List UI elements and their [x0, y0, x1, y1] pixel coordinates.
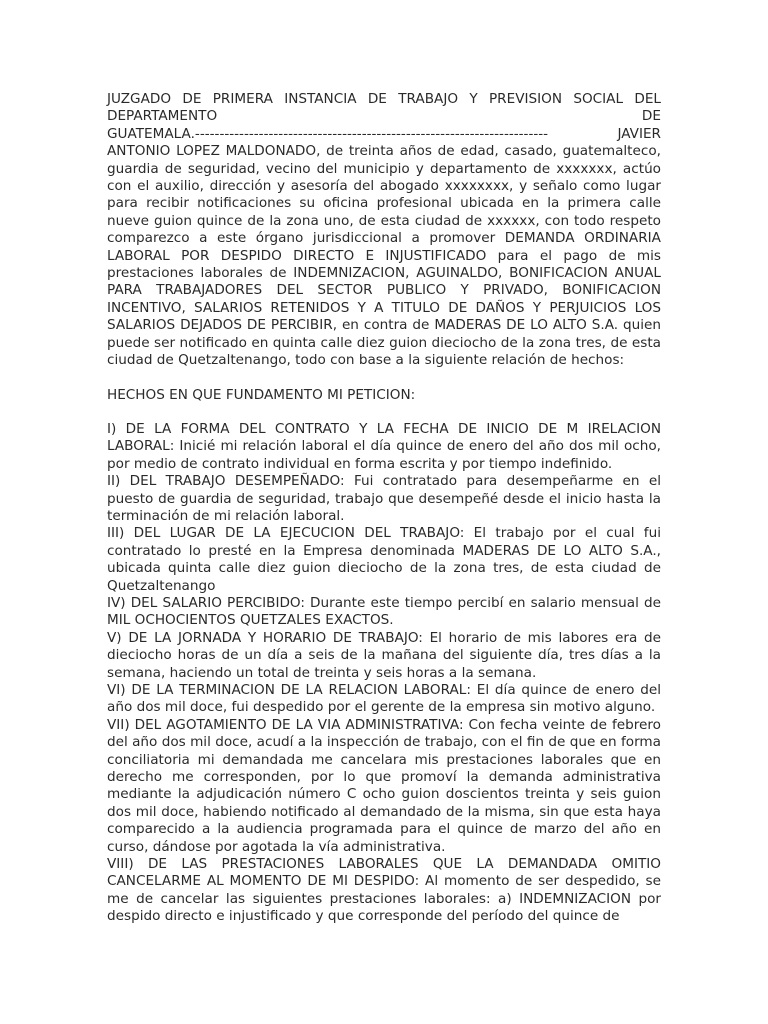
fact-item: III) DEL LUGAR DE LA EJECUCION DEL TRABAJO: El trabajo por el cual fui contratado lo presté en la Empresa denominada MADERAS DE LO ALTO S.A., ubicada quinta calle diez guion dieciocho de la zona tres, de esta ciudad de Quetzaltenango: [107, 525, 661, 594]
fact-item: VIII) DE LAS PRESTACIONES LABORALES QUE LA DEMANDADA OMITIO CANCELARME AL MOMENTO DE MI DESPIDO: Al momento de ser despedido, se me de cancelar las siguientes prestaciones laborales: a) INDEMNIZACION por despido directo e injustificado y que corresponde del período del quince de: [107, 856, 661, 925]
court-heading-line-2: DEPARTAMENTO DE: [107, 108, 661, 125]
fact-item: VI) DE LA TERMINACION DE LA RELACION LABORAL: El día quince de enero del año dos mil doce, fui despedido por el gerente de la empresa sin motivo alguno.: [107, 682, 661, 716]
fact-item: IV) DEL SALARIO PERCIBIDO: Durante este tiempo percibí en salario mensual de MIL OCHOCIENTOS QUETZALES EXACTOS.: [107, 594, 661, 629]
fact-item: V) DE LA JORNADA Y HORARIO DE TRABAJO: El horario de mis labores era de dieciocho horas de un día a seis de la mañana del siguiente día, tres días a la semana, haciendo un total de treinta y seis horas a la semana.: [107, 629, 661, 681]
facts-list: [107, 421, 661, 926]
intro-paragraph: GUATEMALA.------------------------------------------------------------------------ JAVIER ANTONIO LOPEZ MALDONADO, de treinta años de edad, casado, guatemalteco, guardia de seguridad, vecino del municipio y departamento de xxxxxxx, actúo con el auxilio, dirección y asesoría del abogado xxxxxxxx, y señalo como lugar para recibir notificaciones su oficina profesional ubicada en la primera calle nueve guion quince de la zona uno, de esta ciudad de xxxxxx, con todo respeto comparezco a este órgano jurisdiccional a promover DEMANDA ORDINARIA LABORAL POR DESPIDO DIRECTO E INJUSTIFICADO para el pago de mis prestaciones laborales de INDEMNIZACION, AGUINALDO, BONIFICACION ANUAL PARA TRABAJADORES DEL SECTOR PUBLICO Y PRIVADO, BONIFICACION INCENTIVO, SALARIOS RETENIDOS Y A TITULO DE DAÑOS Y PERJUICIOS LOS SALARIOS DEJADOS DE PERCIBIR, en contra de MADERAS DE LO ALTO S.A. quien puede ser notificado en quinta calle diez guion dieciocho de la zona tres, de esta ciudad de Quetzaltenango, todo con base a la siguiente relación de hechos:: [107, 125, 661, 369]
fact-item: I) DE LA FORMA DEL CONTRATO Y LA FECHA DE INICIO DE M IRELACION LABORAL: Inicié mi relación laboral el día quince de enero del año dos mil ocho, por medio de contrato individual en forma escrita y por tiempo indefinido.: [107, 420, 661, 472]
fact-item: II) DEL TRABAJO DESEMPEÑADO: Fui contratado para desempeñarme en el puesto de guardia de seguridad, trabajo que desempeñé desde el inicio hasta la terminación de mi relación laboral.: [107, 473, 661, 524]
document-page: [107, 91, 661, 926]
court-heading-line-1: JUZGADO DE PRIMERA INSTANCIA DE TRABAJO Y PREVISION SOCIAL DEL: [107, 91, 661, 107]
fact-item: VII) DEL AGOTAMIENTO DE LA VIA ADMINISTRATIVA: Con fecha veinte de febrero del año dos mil doce, acudí a la inspección de trabajo, con el fin de que en forma conciliatoria mi demandada me cancelara mis prestaciones laborales que en derecho me corresponden, por lo que promoví la demanda administrativa mediante la adjudicación número C ocho guion doscientos treinta y seis guion dos mil doce, habiendo notificado al demandado de la misma, sin que esta haya comparecido a la audiencia programada para el quince de marzo del año en curso, dándose por agotada la vía administrativa.: [107, 716, 661, 855]
section-title: HECHOS EN QUE FUNDAMENTO MI PETICION:: [107, 386, 416, 403]
